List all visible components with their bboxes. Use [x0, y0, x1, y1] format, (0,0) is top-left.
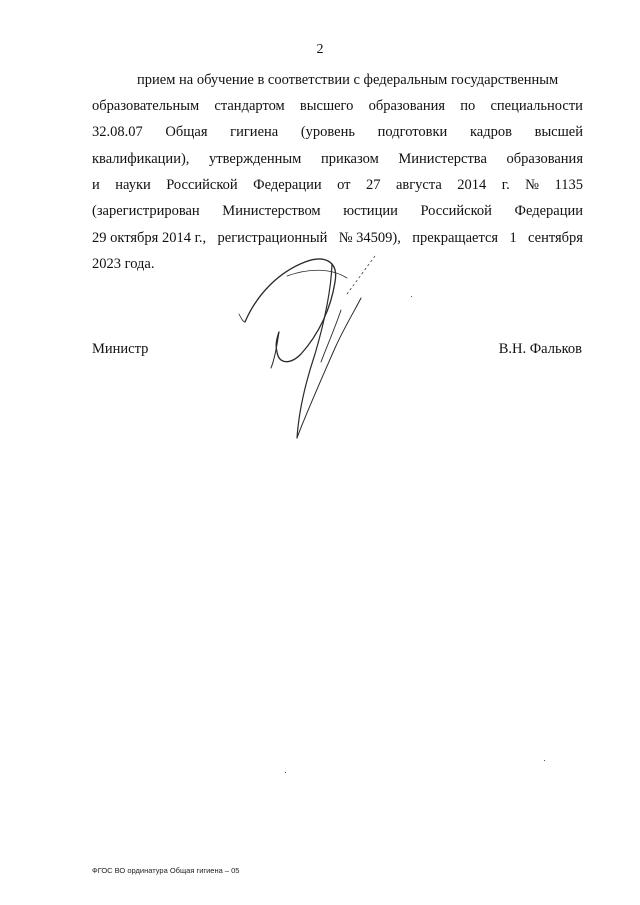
body-word: приказом	[320, 151, 379, 167]
body-word: высшей	[534, 124, 583, 140]
body-line	[92, 149, 583, 169]
body-line	[137, 70, 583, 90]
body-word: кадров	[469, 124, 512, 140]
body-word: Российской	[420, 203, 492, 219]
signatory-title: Министр	[92, 341, 149, 357]
body-word: 1	[509, 230, 517, 246]
body-word: по	[460, 98, 476, 114]
body-word: специальности	[490, 98, 583, 114]
body-line	[92, 175, 583, 195]
body-word: образования	[506, 151, 583, 167]
body-word: Министерством	[222, 203, 321, 219]
body-word: 2023 года.	[92, 256, 155, 272]
document-footer: ФГОС ВО ординатура Общая гигиена – 05	[92, 866, 240, 875]
body-word: Российской	[166, 177, 238, 193]
body-word: Общая	[165, 124, 208, 140]
body-word: квалификации),	[92, 151, 190, 167]
body-word: 1135	[554, 177, 583, 193]
body-word: Министерства	[398, 151, 487, 167]
body-word: и	[92, 177, 100, 193]
body-word: образования	[368, 98, 446, 114]
body-word: № 34509),	[338, 230, 401, 246]
body-word: прием на обучение в соответствии с федеральным государственным	[137, 72, 559, 88]
body-word: г.	[501, 177, 510, 193]
body-word: 32.08.07	[92, 124, 143, 140]
body-word: подготовки	[377, 124, 448, 140]
body-line	[92, 228, 583, 248]
body-word: Федерации	[514, 203, 583, 219]
body-word: образовательным	[92, 98, 200, 114]
body-word: 27	[365, 177, 381, 193]
body-word: утвержденным	[209, 151, 302, 167]
body-line	[92, 96, 583, 116]
body-word: (уровень	[300, 124, 355, 140]
body-word: прекращается	[412, 230, 499, 246]
body-word: высшего	[299, 98, 354, 114]
body-word: стандартом	[214, 98, 285, 114]
body-word: науки	[115, 177, 151, 193]
body-line	[92, 201, 583, 221]
body-word: 2014	[457, 177, 487, 193]
body-word: (зарегистрирован	[92, 203, 200, 219]
page-number: 2	[316, 42, 324, 57]
body-word: августа	[395, 177, 442, 193]
body-word: юстиции	[343, 203, 398, 219]
body-word: 29 октября 2014 г.,	[92, 230, 207, 246]
signature-image	[235, 250, 395, 445]
body-word: регистрационный	[217, 230, 328, 246]
body-word: №	[525, 177, 540, 193]
body-line	[92, 122, 583, 142]
body-word: сентября	[528, 230, 583, 246]
body-word: Федерации	[253, 177, 322, 193]
body-word: от	[337, 177, 351, 193]
body-word: гигиена	[230, 124, 279, 140]
signatory-name: В.Н. Фальков	[498, 341, 582, 357]
